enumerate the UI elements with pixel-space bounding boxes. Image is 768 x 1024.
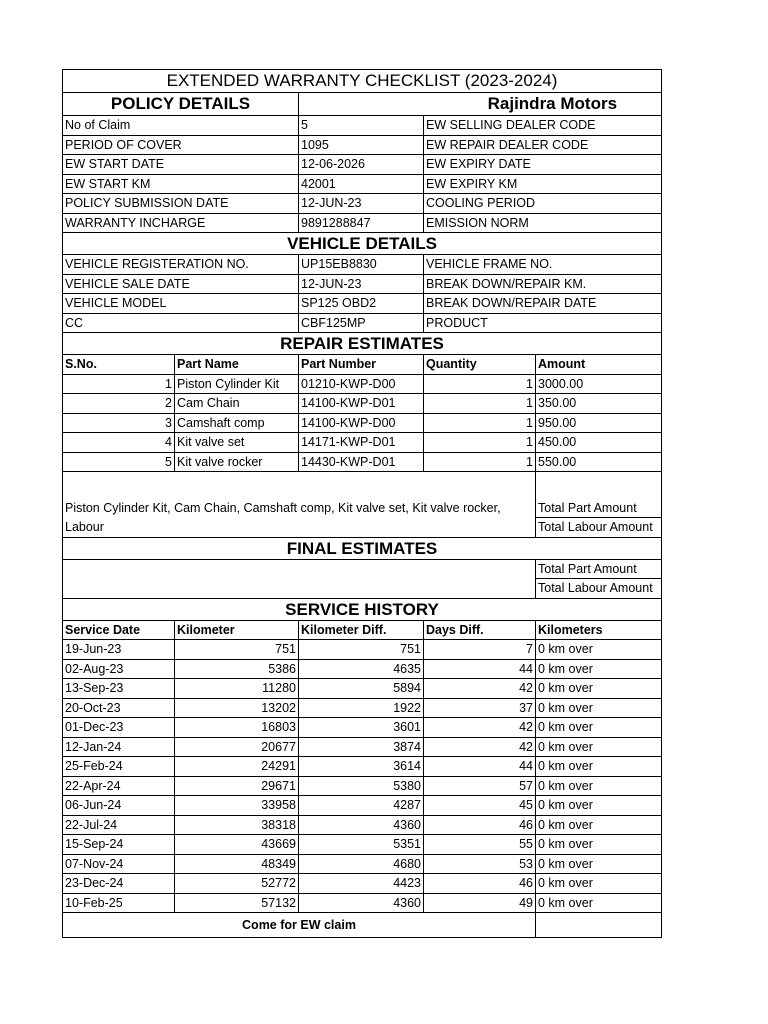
policy-label-2: COOLING PERIOD: [424, 194, 662, 214]
service-date: 25-Feb-24: [63, 757, 175, 777]
service-days-diff: 46: [424, 815, 536, 835]
service-days-diff: 37: [424, 698, 536, 718]
service-kilometer: 38318: [175, 815, 299, 835]
vehicle-value: UP15EB8830: [299, 255, 424, 275]
policy-label-2: EMISSION NORM: [424, 213, 662, 233]
final-estimates-heading: FINAL ESTIMATES: [63, 537, 662, 559]
repair-header-row: [63, 355, 662, 375]
policy-label: WARRANTY INCHARGE: [63, 213, 299, 233]
service-km-over: 0 km over: [536, 835, 662, 855]
vehicle-label: VEHICLE MODEL: [63, 294, 299, 314]
repair-sno: 1: [63, 374, 175, 394]
service-days-diff: 42: [424, 718, 536, 738]
service-row: [63, 698, 662, 718]
service-kilometer: 5386: [175, 659, 299, 679]
service-row: [63, 815, 662, 835]
labour-label: Labour: [63, 518, 536, 538]
service-header-row: [63, 620, 662, 640]
service-kilometer: 13202: [175, 698, 299, 718]
service-kilometer-diff: 4360: [299, 893, 424, 913]
vehicle-details-heading: VEHICLE DETAILS: [63, 233, 662, 255]
repair-quantity: 1: [424, 394, 536, 414]
dealer-name: Rajindra Motors: [299, 93, 662, 116]
service-kilometer-diff: 751: [299, 640, 424, 660]
service-kilometer: 57132: [175, 893, 299, 913]
policy-details-heading: POLICY DETAILS: [63, 93, 299, 116]
repair-estimates-heading: REPAIR ESTIMATES: [63, 333, 662, 355]
service-column-header: Kilometer: [175, 620, 299, 640]
service-kilometer-diff: 3874: [299, 737, 424, 757]
repair-column-header: Part Number: [299, 355, 424, 375]
service-kilometer-diff: 3614: [299, 757, 424, 777]
service-km-over: 0 km over: [536, 737, 662, 757]
repair-row: [63, 452, 662, 472]
service-kilometer-diff: 4423: [299, 874, 424, 894]
policy-label: POLICY SUBMISSION DATE: [63, 194, 299, 214]
repair-row: [63, 374, 662, 394]
service-date: 06-Jun-24: [63, 796, 175, 816]
policy-row: [63, 116, 662, 136]
policy-value: 42001: [299, 174, 424, 194]
service-days-diff: 44: [424, 757, 536, 777]
service-history-section: [63, 640, 662, 913]
policy-row: [63, 194, 662, 214]
policy-row: [63, 174, 662, 194]
service-row: [63, 718, 662, 738]
service-days-diff: 45: [424, 796, 536, 816]
service-column-header: Days Diff.: [424, 620, 536, 640]
repair-part-name: Piston Cylinder Kit: [175, 374, 299, 394]
service-km-over: 0 km over: [536, 796, 662, 816]
service-row: [63, 659, 662, 679]
total-part-cell: [536, 472, 662, 518]
service-history-heading: SERVICE HISTORY: [63, 598, 662, 620]
vehicle-row: [63, 294, 662, 314]
service-kilometer: 751: [175, 640, 299, 660]
repair-quantity: 1: [424, 374, 536, 394]
service-days-diff: 49: [424, 893, 536, 913]
vehicle-row: [63, 274, 662, 294]
repair-part-number: 14171-KWP-D01: [299, 433, 424, 453]
service-kilometer-diff: 4360: [299, 815, 424, 835]
service-kilometer-diff: 4680: [299, 854, 424, 874]
repair-part-name: Kit valve set: [175, 433, 299, 453]
repair-row: [63, 413, 662, 433]
vehicle-label-2: BREAK DOWN/REPAIR KM.: [424, 274, 662, 294]
service-km-over: 0 km over: [536, 776, 662, 796]
service-date: 22-Jul-24: [63, 815, 175, 835]
service-kilometer: 20677: [175, 737, 299, 757]
repair-amount: 450.00: [536, 433, 662, 453]
repair-amount: 350.00: [536, 394, 662, 414]
policy-label: PERIOD OF COVER: [63, 135, 299, 155]
final-total-labour-label: Total Labour Amount: [536, 579, 662, 599]
service-kilometer-diff: 1922: [299, 698, 424, 718]
vehicle-value: 12-JUN-23: [299, 274, 424, 294]
policy-label-2: EW EXPIRY DATE: [424, 155, 662, 175]
final-estimates-blank: [63, 559, 536, 598]
policy-label-2: EW SELLING DEALER CODE: [424, 116, 662, 136]
service-kilometer-diff: 5351: [299, 835, 424, 855]
service-kilometer-diff: 5894: [299, 679, 424, 699]
repair-quantity: 1: [424, 433, 536, 453]
policy-row: [63, 155, 662, 175]
repair-part-name: Cam Chain: [175, 394, 299, 414]
repair-estimates-section: [63, 374, 662, 472]
service-kilometer: 43669: [175, 835, 299, 855]
vehicle-label-2: BREAK DOWN/REPAIR DATE: [424, 294, 662, 314]
service-row: [63, 874, 662, 894]
repair-column-header: Amount: [536, 355, 662, 375]
service-kilometer-diff: 3601: [299, 718, 424, 738]
service-row: [63, 893, 662, 913]
vehicle-row: [63, 255, 662, 275]
service-kilometer-diff: 4635: [299, 659, 424, 679]
parts-summary: Piston Cylinder Kit, Cam Chain, Camshaft comp, Kit valve set, Kit valve rocker,: [65, 501, 501, 515]
service-km-over: 0 km over: [536, 679, 662, 699]
policy-value: 5: [299, 116, 424, 136]
service-days-diff: 42: [424, 737, 536, 757]
service-km-over: 0 km over: [536, 854, 662, 874]
footer-blank: [536, 913, 662, 938]
vehicle-row: [63, 313, 662, 333]
service-days-diff: 57: [424, 776, 536, 796]
repair-quantity: 1: [424, 452, 536, 472]
service-date: 20-Oct-23: [63, 698, 175, 718]
service-days-diff: 7: [424, 640, 536, 660]
service-km-over: 0 km over: [536, 757, 662, 777]
service-kilometer: 52772: [175, 874, 299, 894]
service-kilometer: 29671: [175, 776, 299, 796]
service-km-over: 0 km over: [536, 718, 662, 738]
service-row: [63, 679, 662, 699]
vehicle-label-2: VEHICLE FRAME NO.: [424, 255, 662, 275]
repair-amount: 950.00: [536, 413, 662, 433]
policy-label: No of Claim: [63, 116, 299, 136]
service-date: 12-Jan-24: [63, 737, 175, 757]
service-days-diff: 55: [424, 835, 536, 855]
service-date: 02-Aug-23: [63, 659, 175, 679]
service-row: [63, 640, 662, 660]
repair-column-header: Quantity: [424, 355, 536, 375]
vehicle-value: CBF125MP: [299, 313, 424, 333]
service-date: 07-Nov-24: [63, 854, 175, 874]
warranty-checklist-sheet: [62, 69, 661, 938]
service-kilometer: 33958: [175, 796, 299, 816]
service-column-header: Service Date: [63, 620, 175, 640]
service-days-diff: 42: [424, 679, 536, 699]
policy-row: [63, 135, 662, 155]
service-row: [63, 757, 662, 777]
service-km-over: 0 km over: [536, 874, 662, 894]
repair-part-number: 01210-KWP-D00: [299, 374, 424, 394]
footer-note: Come for EW claim: [63, 913, 536, 938]
service-row: [63, 854, 662, 874]
policy-label-2: EW EXPIRY KM: [424, 174, 662, 194]
repair-quantity: 1: [424, 413, 536, 433]
service-kilometer: 16803: [175, 718, 299, 738]
repair-part-number: 14430-KWP-D01: [299, 452, 424, 472]
service-date: 10-Feb-25: [63, 893, 175, 913]
service-date: 13-Sep-23: [63, 679, 175, 699]
service-date: 23-Dec-24: [63, 874, 175, 894]
service-kilometer-diff: 5380: [299, 776, 424, 796]
service-km-over: 0 km over: [536, 698, 662, 718]
service-kilometer: 24291: [175, 757, 299, 777]
repair-amount: 3000.00: [536, 374, 662, 394]
vehicle-details-section: [63, 255, 662, 333]
repair-part-number: 14100-KWP-D00: [299, 413, 424, 433]
repair-sno: 2: [63, 394, 175, 414]
service-date: 19-Jun-23: [63, 640, 175, 660]
service-days-diff: 46: [424, 874, 536, 894]
vehicle-label: VEHICLE REGISTERATION NO.: [63, 255, 299, 275]
service-row: [63, 776, 662, 796]
service-column-header: Kilometers: [536, 620, 662, 640]
service-date: 01-Dec-23: [63, 718, 175, 738]
service-km-over: 0 km over: [536, 640, 662, 660]
vehicle-value: SP125 OBD2: [299, 294, 424, 314]
service-days-diff: 44: [424, 659, 536, 679]
service-days-diff: 53: [424, 854, 536, 874]
service-row: [63, 796, 662, 816]
policy-value: 9891288847: [299, 213, 424, 233]
policy-value: 12-JUN-23: [299, 194, 424, 214]
repair-column-header: Part Name: [175, 355, 299, 375]
policy-label: EW START KM: [63, 174, 299, 194]
policy-label: EW START DATE: [63, 155, 299, 175]
service-date: 22-Apr-24: [63, 776, 175, 796]
repair-column-header: S.No.: [63, 355, 175, 375]
service-row: [63, 737, 662, 757]
repair-sno: 3: [63, 413, 175, 433]
repair-amount: 550.00: [536, 452, 662, 472]
policy-value: 12-06-2026: [299, 155, 424, 175]
policy-label-2: EW REPAIR DEALER CODE: [424, 135, 662, 155]
service-kilometer-diff: 4287: [299, 796, 424, 816]
repair-row: [63, 433, 662, 453]
repair-part-name: Kit valve rocker: [175, 452, 299, 472]
service-date: 15-Sep-24: [63, 835, 175, 855]
service-kilometer: 48349: [175, 854, 299, 874]
repair-sno: 5: [63, 452, 175, 472]
service-km-over: 0 km over: [536, 659, 662, 679]
vehicle-label-2: PRODUCT: [424, 313, 662, 333]
parts-summary-cell: [63, 472, 536, 518]
service-row: [63, 835, 662, 855]
service-km-over: 0 km over: [536, 893, 662, 913]
repair-row: [63, 394, 662, 414]
repair-part-name: Camshaft comp: [175, 413, 299, 433]
checklist-title: EXTENDED WARRANTY CHECKLIST (2023-2024): [63, 70, 662, 93]
service-kilometer: 11280: [175, 679, 299, 699]
repair-sno: 4: [63, 433, 175, 453]
total-labour-label: Total Labour Amount: [536, 518, 662, 538]
total-part-label: Total Part Amount: [538, 500, 637, 515]
policy-row: [63, 213, 662, 233]
policy-value: 1095: [299, 135, 424, 155]
repair-part-number: 14100-KWP-D01: [299, 394, 424, 414]
vehicle-label: VEHICLE SALE DATE: [63, 274, 299, 294]
checklist-table: [62, 69, 662, 938]
service-column-header: Kilometer Diff.: [299, 620, 424, 640]
policy-details-section: [63, 116, 662, 233]
vehicle-label: CC: [63, 313, 299, 333]
final-total-part-label: Total Part Amount: [536, 559, 662, 579]
service-km-over: 0 km over: [536, 815, 662, 835]
